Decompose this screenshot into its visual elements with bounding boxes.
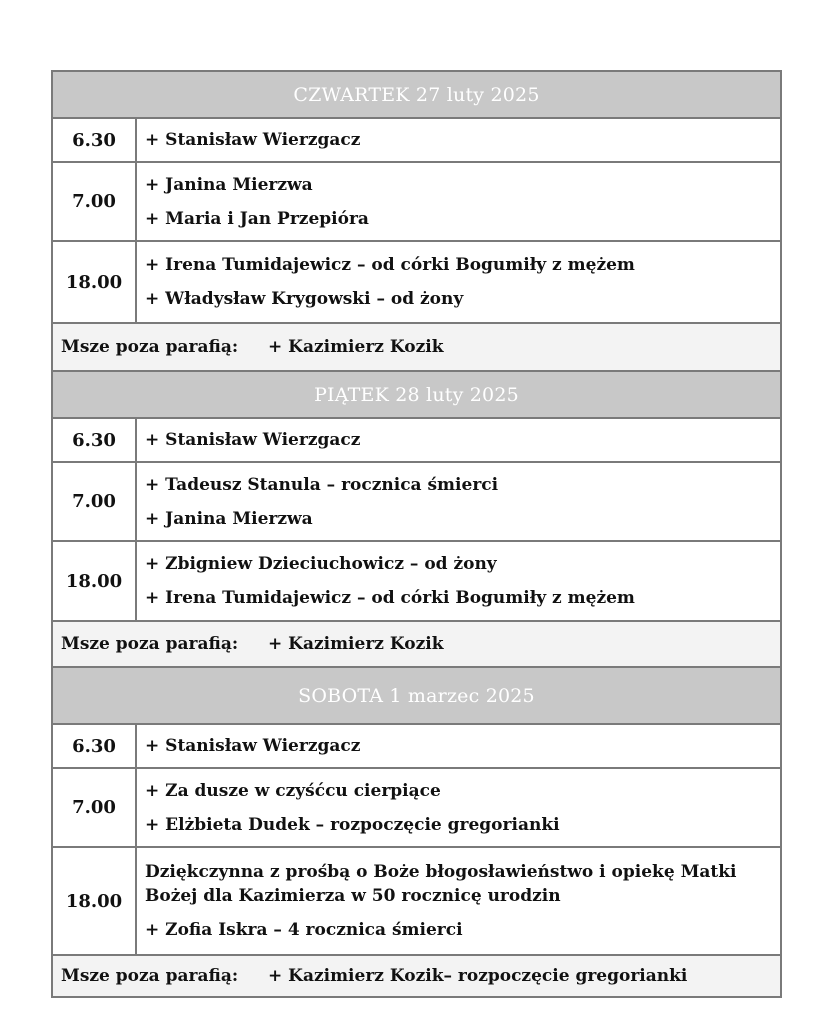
mass-time: 7.00: [52, 162, 136, 241]
mass-row: [52, 724, 781, 768]
mass-row: [52, 418, 781, 462]
mass-time: 6.30: [52, 418, 136, 462]
mass-intentions: [136, 462, 781, 541]
outside-parish-intention: + Kazimierz Kozik: [268, 337, 444, 357]
mass-row: [52, 541, 781, 621]
intention: + Maria i Jan Przepióra: [145, 208, 369, 229]
outside-parish-row: [52, 955, 781, 997]
outside-parish-cell: [52, 621, 781, 667]
mass-row: [52, 162, 781, 241]
intention: + Stanisław Wierzgacz: [145, 130, 361, 150]
mass-row: [52, 118, 781, 162]
mass-row: [52, 768, 781, 847]
mass-time: 7.00: [52, 768, 136, 847]
intention: + Janina Mierzwa: [145, 174, 313, 195]
mass-intentions: [136, 118, 781, 162]
mass-intentions: [136, 541, 781, 621]
mass-intentions: [136, 724, 781, 768]
mass-intentions: [136, 162, 781, 241]
mass-schedule-table: [51, 70, 782, 998]
outside-parish-row: [52, 621, 781, 667]
mass-intentions: [136, 847, 781, 955]
mass-time: 18.00: [52, 847, 136, 955]
outside-parish-intention: + Kazimierz Kozik– rozpoczęcie gregorianki: [268, 966, 688, 986]
intention: + Władysław Krygowski – od żony: [145, 289, 464, 309]
intention: + Irena Tumidajewicz – od córki Bogumiły z mężem: [145, 588, 635, 608]
day-title: PIĄTEK 28 luty 2025: [52, 371, 781, 418]
intention: + Irena Tumidajewicz – od córki Bogumiły z mężem: [145, 255, 635, 275]
mass-intentions: [136, 241, 781, 323]
mass-row: [52, 847, 781, 955]
mass-intentions: [136, 768, 781, 847]
day-header-thursday: [52, 71, 781, 118]
mass-row: [52, 241, 781, 323]
intention: Dziękczynna z prośbą o Boże błogosławieństwo i opiekę Matki Bożej dla Kazimierza w 50 rocznicę urodzin: [145, 862, 737, 906]
mass-time: 18.00: [52, 241, 136, 323]
mass-intentions: [136, 418, 781, 462]
mass-time: 18.00: [52, 541, 136, 621]
intention: + Za dusze w czyśćcu cierpiące: [145, 780, 441, 801]
outside-parish-cell: [52, 955, 781, 997]
outside-parish-label: Msze poza parafią:: [61, 634, 239, 654]
mass-time: 7.00: [52, 462, 136, 541]
mass-row: [52, 462, 781, 541]
day-header-friday: [52, 371, 781, 418]
intention: + Zofia Iskra – 4 rocznica śmierci: [145, 920, 463, 940]
day-title: SOBOTA 1 marzec 2025: [52, 667, 781, 724]
outside-parish-cell: [52, 323, 781, 371]
day-title: CZWARTEK 27 luty 2025: [52, 71, 781, 118]
intention: + Zbigniew Dzieciuchowicz – od żony: [145, 554, 497, 574]
mass-time: 6.30: [52, 724, 136, 768]
outside-parish-label: Msze poza parafią:: [61, 337, 239, 357]
intention: + Stanisław Wierzgacz: [145, 430, 361, 450]
outside-parish-label: Msze poza parafią:: [61, 966, 239, 986]
day-header-saturday: [52, 667, 781, 724]
intention: + Tadeusz Stanula – rocznica śmierci: [145, 474, 499, 495]
intention: + Elżbieta Dudek – rozpoczęcie gregorianki: [145, 814, 560, 835]
mass-time: 6.30: [52, 118, 136, 162]
outside-parish-intention: + Kazimierz Kozik: [268, 634, 444, 654]
intention: + Stanisław Wierzgacz: [145, 736, 361, 756]
outside-parish-row: [52, 323, 781, 371]
intention: + Janina Mierzwa: [145, 508, 313, 529]
